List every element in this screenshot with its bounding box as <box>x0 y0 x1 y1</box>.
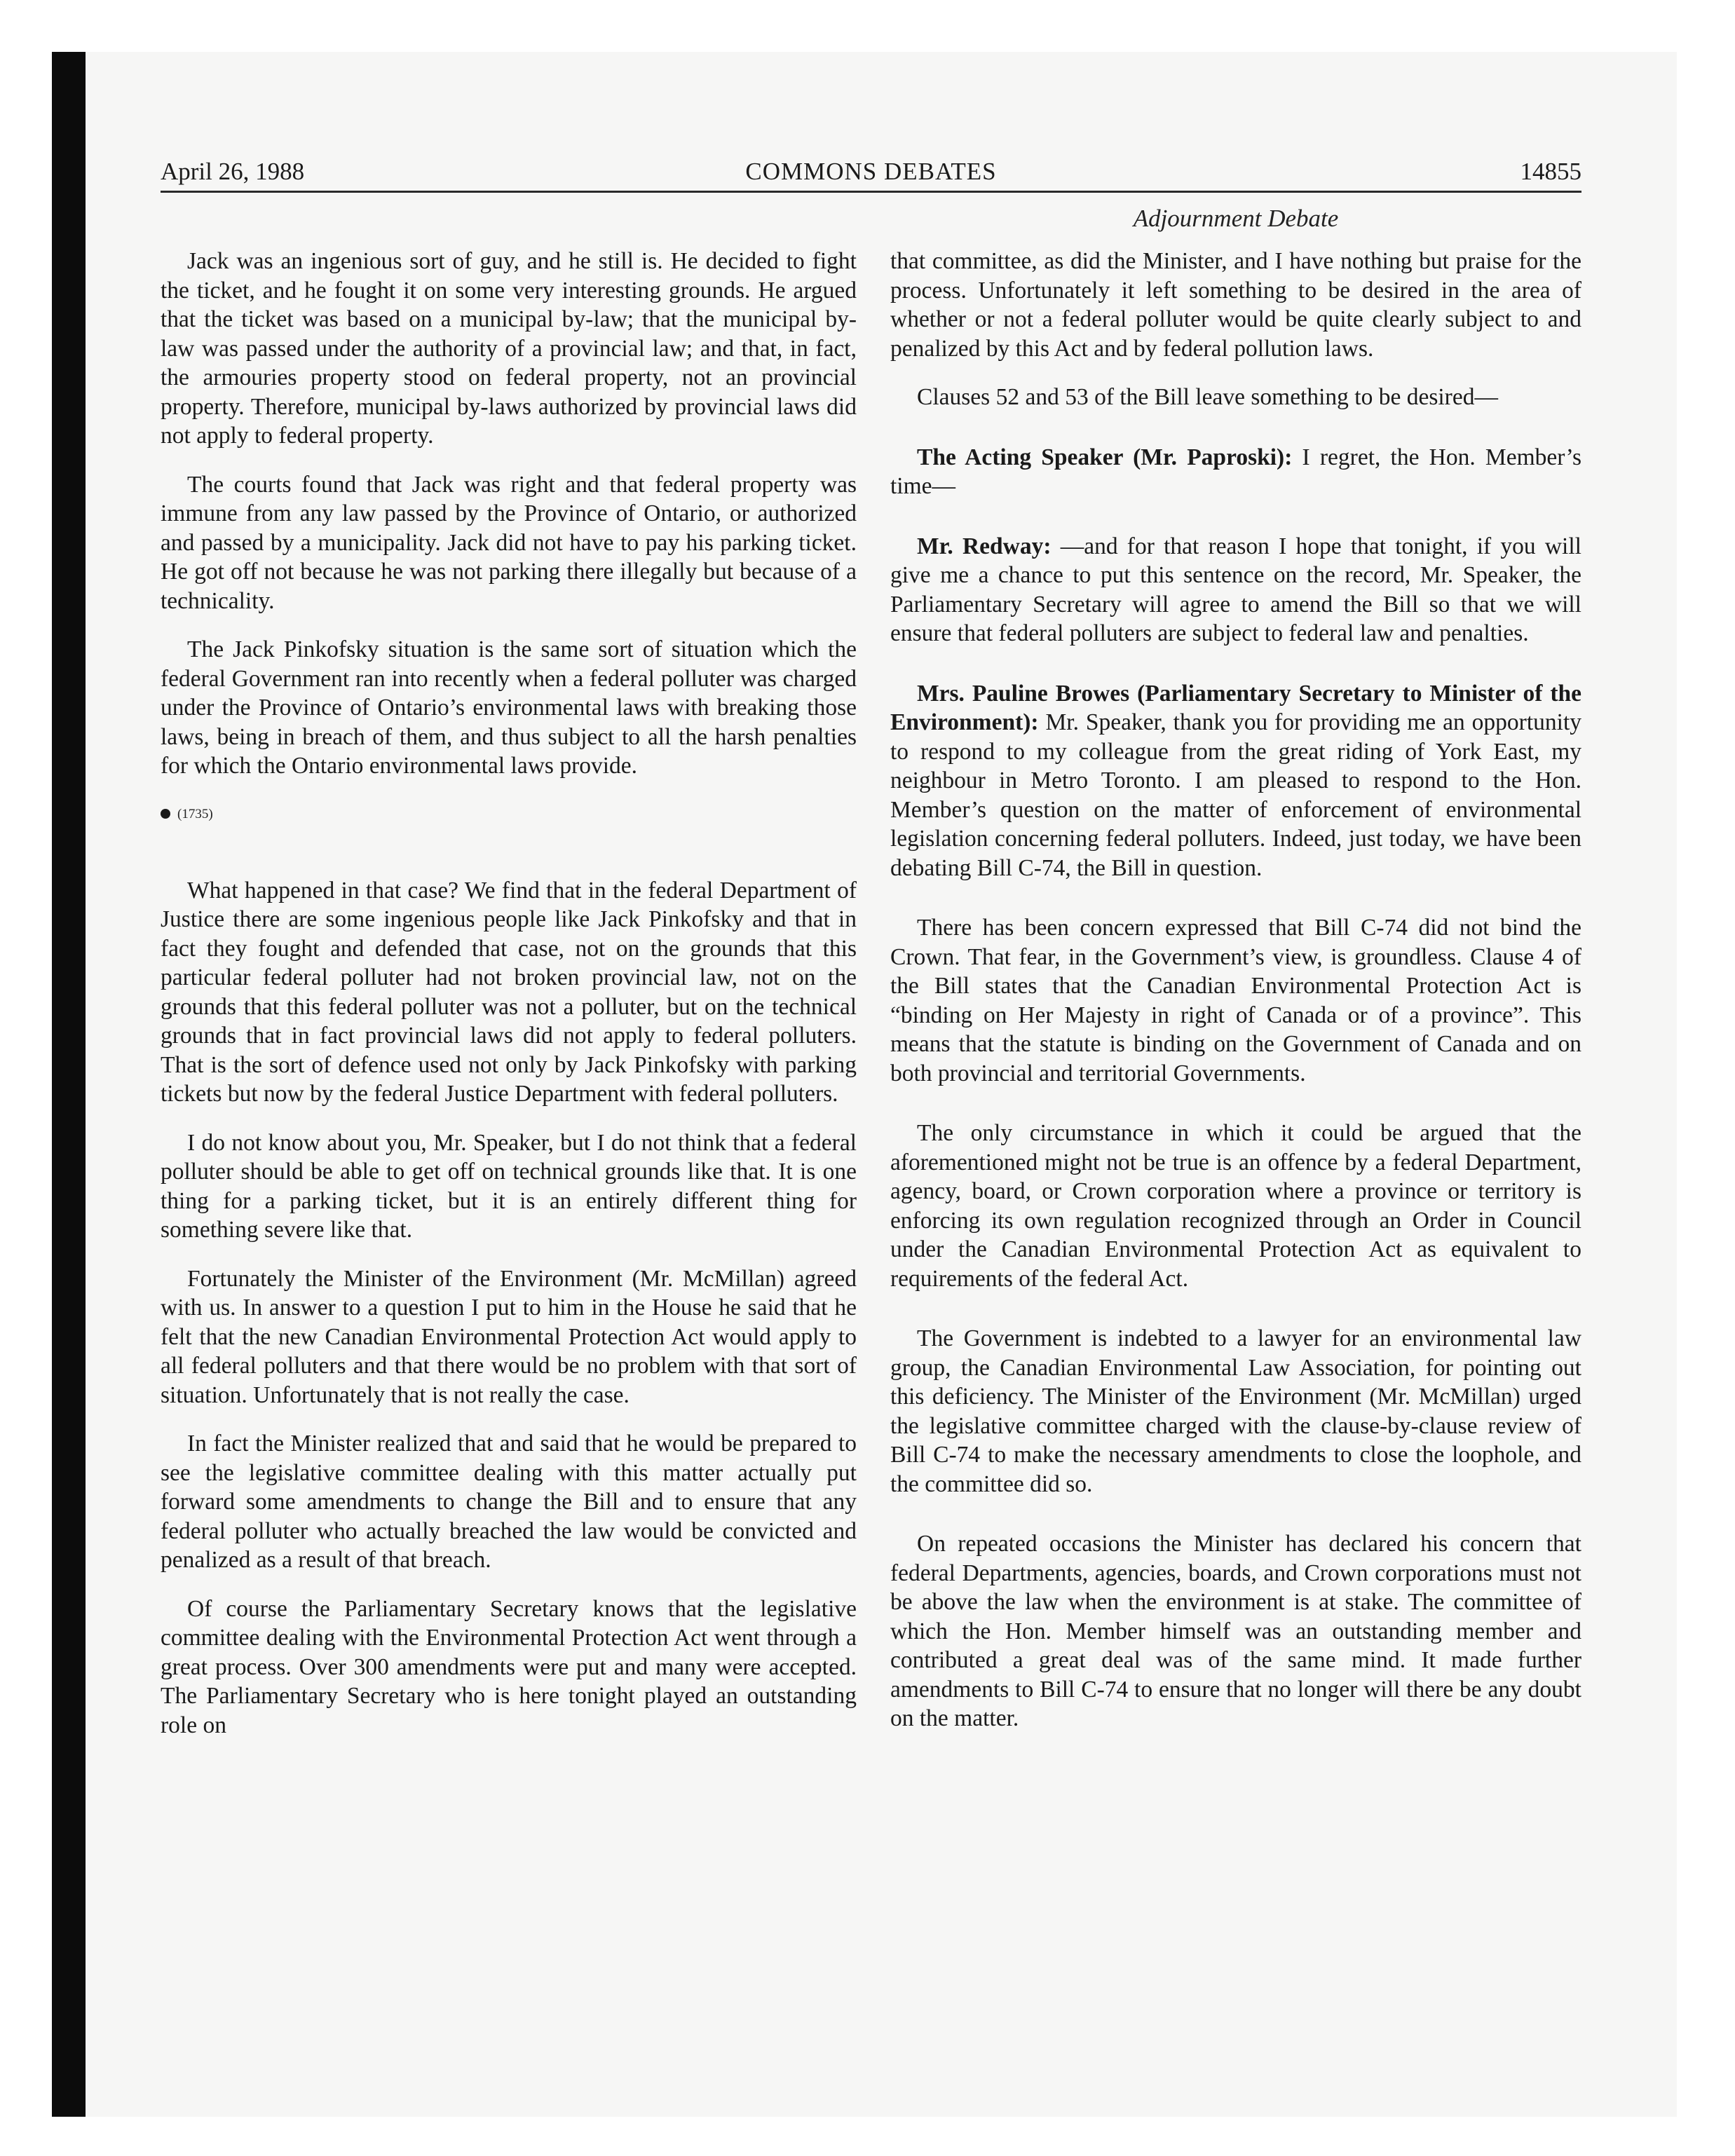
bullet-icon <box>161 809 170 819</box>
speech-text: I regret, the Hon. Member’s time— <box>890 444 1581 499</box>
paragraph: The only circumstance in which it could be argued that the aforementioned might not be true is an offence by a federal Department, agency, board, or Crown corporation where a province or territory is enforcing its own regulation recognized through an Order in Council under the Canadian Environmental Protection Act as equivalent to requirements of the federal Act. <box>890 1120 1581 1292</box>
speaker-name: Mr. Redway: <box>917 533 1052 559</box>
left-column <box>161 247 857 1759</box>
speaker-name: The Acting Speaker (Mr. Paproski): <box>917 444 1293 470</box>
timestamp-marker <box>161 806 857 823</box>
scanner-edge-bar <box>52 52 86 2117</box>
running-header <box>161 156 1581 193</box>
paragraph: The Government is indebted to a lawyer for an environmental law group, the Canadian Environmental Law Association, for pointing out this deficiency. The Minister of the Environment (Mr. McMillan) urged the legislative committee charged with the clause-by-clause review of Bill C-74 to make the necessary amendments to close the loophole, and the committee did so. <box>890 1325 1581 1497</box>
paragraph: The Jack Pinkofsky situation is the same sort of situation which the federal Government ran into recently when a federal polluter was charged under the Province of Ontario’s environmental laws with breaking those laws, being in breach of them, and thus subject to all the harsh penalties for which the Ontario environmental laws provide. <box>161 636 857 779</box>
speech-text: Mr. Speaker, thank you for providing me an opportunity to respond to my colleague from the great riding of York East, my neighbour in Metro Toronto. I am pleased to respond to the Hon. Member’s question on the matter of enforcement of environmental legislation concerning federal polluters. Indeed, just today, we have been debating Bill C-74, the Bill in question. <box>890 709 1581 881</box>
paragraph: Jack was an ingenious sort of guy, and he still is. He decided to fight the ticket, and he fought it on some very interesting grounds. He argued that the ticket was based on a municipal by-law; that the municipal by-law was passed under the authority of a provincial law; and that, in fact, the armouries property stood on federal property, not an provincial property. Therefore, municipal by-laws authorized by provincial laws did not apply to federal property. <box>161 248 857 449</box>
paragraph: What happened in that case? We find that in the federal Department of Justice there are some ingenious people like Jack Pinkofsky and that in fact they fought and defended that case, not on the grounds that this particular federal polluter had not broken provincial law, not on the grounds that this federal polluter was not a polluter, but on the technical grounds that in fact provincial laws did not apply to federal polluters. That is the sort of defence used not only by Jack Pinkofsky with parking tickets but now by the federal Justice Department with federal polluters. <box>161 877 857 1107</box>
paragraph: On repeated occasions the Minister has declared his concern that federal Departments, agencies, boards, and Crown corporations must not be above the law when the environment is at stake. The committee of which the Hon. Member himself was an outstanding member and contributed a great deal was of the same mind. It made further amendments to Bill C-74 to ensure that no longer will there be any doubt on the matter. <box>890 1531 1581 1731</box>
speech-text: —and for that reason I hope that tonight, if you will give me a chance to put this sentence on the record, Mr. Speaker, the Parliamentary Secretary will agree to amend the Bill so that we will ensure that federal polluters are subject to federal law and penalties. <box>890 533 1581 646</box>
header-page-number: 14855 <box>1520 158 1581 185</box>
speech-browes <box>890 679 1581 883</box>
paragraph: Clauses 52 and 53 of the Bill leave something to be desired— <box>917 384 1498 410</box>
right-column <box>890 247 1581 1753</box>
paragraph: Fortunately the Minister of the Environment (Mr. McMillan) agreed with us. In answer to a question I put to him in the House he said that he felt that the new Canadian Environmental Protection Act would apply to all federal polluters and that there would be no problem with that sort of situation. Unfortunately that is not really the case. <box>161 1265 857 1408</box>
speech-acting-speaker <box>890 443 1581 501</box>
timestamp: (1735) <box>177 806 213 821</box>
paragraph: There has been concern expressed that Bill C-74 did not bind the Crown. That fear, in the Government’s view, is groundless. Clause 4 of the Bill states that the Canadian Environmental Protection Act is “binding on Her Majesty in right of Canada or of a province”. This means that the statute is binding on the Government of Canada and on both provincial and territorial Governments. <box>890 915 1581 1086</box>
paragraph: The courts found that Jack was right and that federal property was immune from any law passed by the Province of Ontario, or authorized and passed by a municipality. Jack did not have to pay his parking ticket. He got off not because he was not parking there illegally but because of a technicality. <box>161 471 857 614</box>
speech-redway <box>890 532 1581 648</box>
paragraph: Of course the Parliamentary Secretary knows that the legislative committee dealing with the Environmental Protection Act went through a great process. Over 300 amendments were put and many were accepted. The Parliamentary Secretary who is here tonight played an outstanding role on <box>161 1595 857 1738</box>
paragraph: In fact the Minister realized that and said that he would be prepared to see the legislative committee dealing with this matter actually put forward some amendments to change the Bill and to ensure that any federal polluter who actually breached the law would be convicted and penalized as a result of that breach. <box>161 1431 857 1573</box>
section-title: Adjournment Debate <box>1133 205 1339 232</box>
speaker-name: Mrs. Pauline Browes (Parliamentary Secretary to Minister of the Environment): <box>890 680 1581 735</box>
header-date: April 26, 1988 <box>161 158 305 185</box>
header-publication: COMMONS DEBATES <box>745 158 997 185</box>
paragraph: that committee, as did the Minister, and I have nothing but praise for the process. Unfortunately it left something to be desired in the area of whether or not a federal polluter would be quite clearly subject to and penalized by this Act and by federal pollution laws. <box>890 248 1581 362</box>
paragraph: I do not know about you, Mr. Speaker, but I do not think that a federal polluter should be able to get off on technical grounds like that. It is one thing for a parking ticket, but it is an entirely different thing for something severe like that. <box>161 1129 857 1243</box>
